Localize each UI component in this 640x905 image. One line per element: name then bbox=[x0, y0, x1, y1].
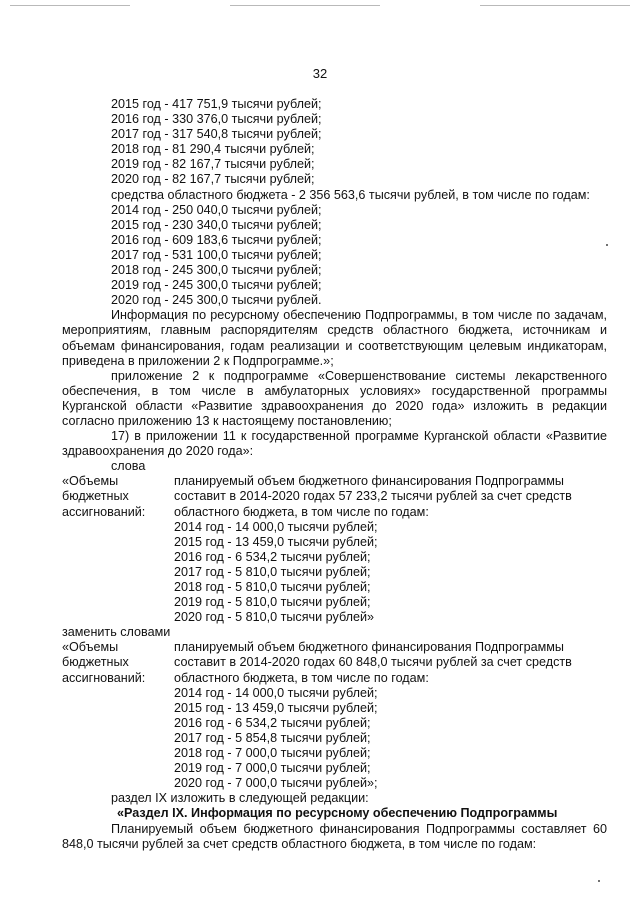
year-line: 2017 год - 5 810,0 тысячи рублей; bbox=[174, 564, 371, 579]
year-line: 2015 год - 417 751,9 тысячи рублей; bbox=[111, 97, 322, 111]
budget-label: бюджетных bbox=[62, 655, 129, 670]
year-line: 2014 год - 250 040,0 тысячи рублей; bbox=[111, 202, 322, 217]
document-body bbox=[62, 97, 607, 852]
year-line: 2014 год - 14 000,0 тысячи рублей; bbox=[174, 685, 378, 700]
appendix-paragraph: приложение 2 к подпрограмме «Совершенствование системы лекарственного обеспечения, в том числе в амбулаторных условиях» государственной программы Курганской области «Развитие здравоохранения до 2020 года» изложить в редакции согласно приложению 13 к настоящему постановлению; bbox=[62, 368, 607, 428]
budget-label: «Объемы bbox=[62, 640, 119, 655]
year-line: 2020 год - 7 000,0 тысячи рублей»; bbox=[174, 776, 378, 791]
year-line: 2018 год - 245 300,0 тысячи рублей; bbox=[111, 263, 322, 278]
new-budget-block bbox=[62, 640, 607, 791]
year-line: 2014 год - 14 000,0 тысячи рублей; bbox=[174, 519, 378, 534]
year-line: 2017 год - 5 854,8 тысячи рублей; bbox=[174, 730, 371, 745]
scan-speck bbox=[598, 880, 600, 882]
year-line: 2020 год - 245 300,0 тысячи рублей. bbox=[111, 293, 322, 308]
funding-years-list bbox=[62, 97, 607, 188]
year-line: 2016 год - 330 376,0 тысячи рублей; bbox=[111, 112, 322, 127]
info-paragraph: Информация по ресурсному обеспечению Подпрограммы, в том числе по задачам, мероприятиям, главным распорядителям средств областного бюджета, источникам и объемам финансирования, годам реализации и соответствующим целевым индикаторам, приведена в приложении 2 к Подпрограмме.»; bbox=[62, 308, 607, 368]
year-line: 2015 год - 230 340,0 тысячи рублей; bbox=[111, 217, 322, 232]
scan-speck bbox=[606, 244, 608, 246]
year-line: 2015 год - 13 459,0 тысячи рублей; bbox=[174, 700, 378, 715]
year-line: 2018 год - 81 290,4 тысячи рублей; bbox=[111, 142, 315, 157]
year-line: 2020 год - 82 167,7 тысячи рублей; bbox=[111, 172, 315, 187]
top-scan-rule bbox=[480, 5, 630, 6]
page-number: 32 bbox=[312, 66, 328, 81]
year-line: 2016 год - 609 183,6 тысячи рублей; bbox=[111, 232, 322, 247]
budget-label: ассигнований: bbox=[62, 670, 146, 685]
words-label: слова bbox=[111, 459, 146, 474]
year-line: 2015 год - 13 459,0 тысячи рублей; bbox=[174, 534, 378, 549]
budget-text: планируемый объем бюджетного финансирования Подпрограммы bbox=[174, 474, 564, 489]
year-line: 2018 год - 7 000,0 тысячи рублей; bbox=[174, 746, 371, 761]
year-line: 2019 год - 7 000,0 тысячи рублей; bbox=[174, 761, 371, 776]
old-budget-block bbox=[62, 474, 607, 625]
year-line: 2016 год - 6 534,2 тысячи рублей; bbox=[174, 549, 371, 564]
section-intro: раздел IX изложить в следующей редакции: bbox=[111, 791, 369, 806]
replace-label: заменить словами bbox=[62, 625, 171, 640]
budget-text: областного бюджета, в том числе по годам: bbox=[174, 504, 429, 519]
budget-text: составит в 2014-2020 годах 60 848,0 тысячи рублей за счет средств bbox=[174, 655, 572, 670]
year-line: 2017 год - 531 100,0 тысячи рублей; bbox=[111, 247, 322, 262]
budget-label: бюджетных bbox=[62, 489, 129, 504]
top-scan-rule bbox=[230, 5, 380, 6]
budget-text: планируемый объем бюджетного финансирования Подпрограммы bbox=[174, 640, 564, 655]
section-heading: «Раздел IX. Информация по ресурсному обеспечению Подпрограммы bbox=[117, 806, 558, 821]
year-line: 2019 год - 82 167,7 тысячи рублей; bbox=[111, 157, 315, 172]
budget-text: областного бюджета, в том числе по годам: bbox=[174, 670, 429, 685]
year-line: 2018 год - 5 810,0 тысячи рублей; bbox=[174, 580, 371, 594]
budget-label: ассигнований: bbox=[62, 504, 146, 519]
year-line: 2016 год - 6 534,2 тысячи рублей; bbox=[174, 715, 371, 730]
year-line: 2019 год - 5 810,0 тысячи рублей; bbox=[174, 595, 371, 610]
regional-years-list bbox=[62, 203, 607, 309]
item17-paragraph: 17) в приложении 11 к государственной программе Курганской области «Развитие здравоохранения до 2020 года»: bbox=[62, 429, 607, 459]
year-line: 2020 год - 5 810,0 тысячи рублей» bbox=[174, 610, 374, 625]
budget-text: составит в 2014-2020 годах 57 233,2 тысячи рублей за счет средств bbox=[174, 489, 572, 504]
regional-budget-line: средства областного бюджета - 2 356 563,6 тысячи рублей, в том числе по годам: bbox=[111, 187, 590, 202]
top-scan-rule bbox=[10, 5, 130, 6]
year-line: 2019 год - 245 300,0 тысячи рублей; bbox=[111, 278, 322, 293]
budget-label: «Объемы bbox=[62, 474, 119, 489]
year-line: 2017 год - 317 540,8 тысячи рублей; bbox=[111, 127, 322, 142]
final-paragraph: Планируемый объем бюджетного финансирования Подпрограммы составляет 60 848,0 тысячи рублей за счет средств областного бюджета, в том числе по годам: bbox=[62, 821, 607, 851]
